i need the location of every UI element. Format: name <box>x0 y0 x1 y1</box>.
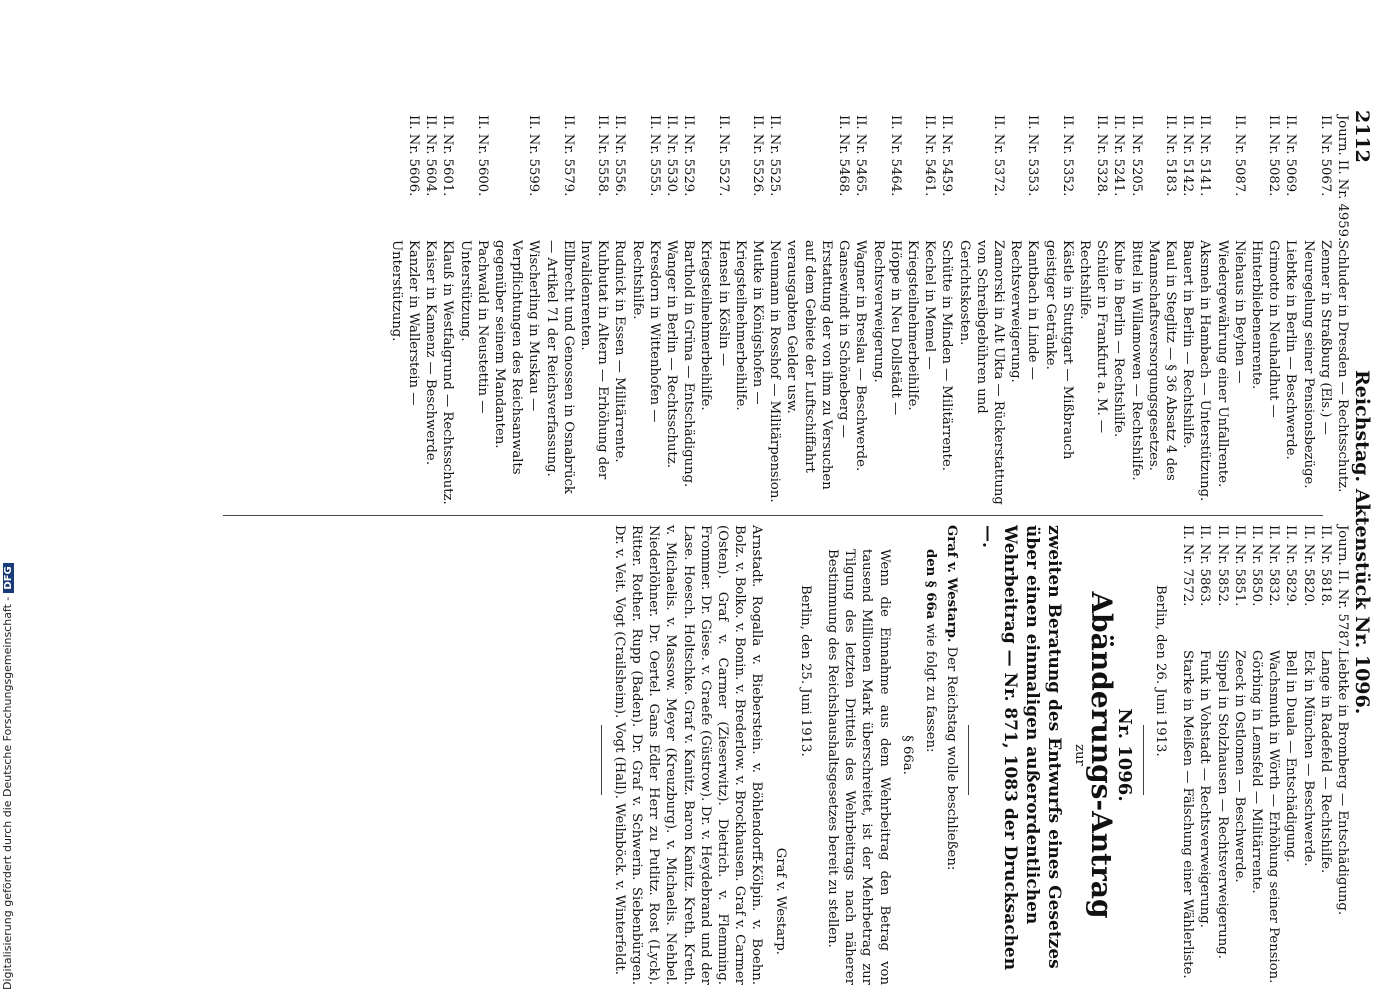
entry-number: II. Nr. 5852. <box>1214 525 1230 607</box>
list-item <box>955 115 1007 505</box>
entry-number: Journ. II. Nr. 5787. <box>1335 525 1350 652</box>
entry-text: Wagner in Breslau — Beschwerde. <box>853 240 869 472</box>
entry-text: Starke in Meißen — Fälschung einer Wählerliste. <box>1180 650 1196 979</box>
motion-target-text: wie folgt zu fassen: <box>922 619 938 753</box>
entry-text: Gansewindt in Schöneberg — Erstattung der von ihm zu Versuchen auf dem Gebiete der Luftschiffahrt verausgabten Gelder usw. <box>784 240 852 490</box>
list-item <box>732 115 766 505</box>
list-item <box>1196 115 1213 505</box>
entry-number: II. Nr. 5820. <box>1300 525 1316 607</box>
entry-number: II. Nr. 5863. <box>1197 525 1213 607</box>
list-item <box>1196 525 1213 985</box>
list-item <box>852 115 869 505</box>
list-item <box>1179 525 1196 985</box>
list-item <box>1334 525 1351 985</box>
entry-number: II. Nr. 5851. <box>1231 525 1247 607</box>
column-divider <box>223 515 1323 516</box>
list-item <box>439 115 456 505</box>
entry-number: II. Nr. 5082. <box>1266 115 1282 197</box>
digitization-note <box>0 0 14 1000</box>
entry-text: Bittel in Willamowen — Rechtshilfe. <box>1128 240 1144 481</box>
entry-number: II. Nr. 5183. <box>1162 115 1178 197</box>
list-item <box>1145 115 1179 505</box>
entry-number: II. Nr. 5527. <box>715 115 731 197</box>
entry-text: Rudnick in Essen — Militärrente. <box>612 240 628 463</box>
list-item <box>1248 525 1265 985</box>
entry-number: II. Nr. 5468. <box>836 115 852 197</box>
entry-number: II. Nr. 5459. <box>939 115 955 197</box>
list-item <box>1213 115 1247 505</box>
digitization-text: Digitalisierung gefördert durch die Deutsche Forschungsgemeinschaft - <box>1 596 14 990</box>
list-item <box>1110 115 1127 505</box>
entry-text: Görbing in Lemsfeld — Militärrente. <box>1248 650 1264 894</box>
entry-number: II. Nr. 5465. <box>853 115 869 197</box>
entry-text: Bauert in Berlin — Rechtshilfe. <box>1180 240 1196 449</box>
entry-text: Kaiser in Kamenz — Beschwerde. <box>423 240 439 465</box>
list-item <box>869 115 903 505</box>
entry-text: Wanger in Berlin — Rechtsschutz. <box>664 240 680 468</box>
entry-text: Eck in München — Beschwerde. <box>1300 650 1316 867</box>
list-item <box>680 115 697 505</box>
entry-number: II. Nr. 5818. <box>1317 525 1333 607</box>
entry-number: II. Nr. 5555. <box>646 115 662 197</box>
list-item <box>1007 115 1041 505</box>
entry-number: II. Nr. 5599. <box>526 115 542 197</box>
list-item <box>1282 525 1299 985</box>
motion-intro <box>943 525 960 985</box>
entry-number: II. Nr. 5067. <box>1317 115 1333 197</box>
entry-text: Zamorski in Alt Ukta — Rückerstattung von Schreibgebühren und Gerichtskosten. <box>956 240 1006 505</box>
date-line-2: Berlin, den 25. Juni 1913. <box>797 585 813 757</box>
entry-text: Ellbrecht und Genossen in Osnabrück — Artikel 71 der Reichsverfassung. <box>543 240 576 494</box>
entry-text: Hensel in Köslin — Kriegsteilnehmerbeihilfe. <box>698 240 731 411</box>
entry-text: Kresdorn in Wittenhofen — Rechtshilfe. <box>629 240 662 423</box>
entry-text: Neumann in Rosshof — Militärpension. <box>767 240 783 503</box>
list-item <box>1231 525 1248 985</box>
entry-text: Barthold in Grüna — Entschädigung. <box>681 240 697 488</box>
entry-text: Höppe in Neu Dollstädt — Rechtsverweigerung. <box>870 240 903 416</box>
entry-number: II. Nr. 5526. <box>750 115 766 197</box>
document-number: Nr. 1096. <box>1113 708 1135 802</box>
entry-text: Kuhbutat in Altern — Erhöhung der Invalidenrenten. <box>578 240 611 480</box>
entry-text: Schüler in Frankfurt a. M. — Rechtshilfe. <box>1076 240 1110 434</box>
header-title: Reichstag. Aktenstück Nr. 1096. <box>1351 370 1373 715</box>
entry-text: Funk in Vohstadt — Rechtsverweigerung. <box>1197 650 1213 928</box>
list-item <box>1179 115 1196 505</box>
entry-number: II. Nr. 5604. <box>423 115 439 197</box>
entry-number: II. Nr. 5606. <box>406 115 422 197</box>
list-item <box>1041 115 1075 505</box>
entry-number: II. Nr. 5558. <box>595 115 611 197</box>
section-heading: § 66a. <box>899 735 915 775</box>
entry-text: Grimotto in Neuhaldhut — Hinterbliebenenrente. <box>1248 240 1282 418</box>
list-item <box>663 115 680 505</box>
date-line: Berlin, den 26. Juni 1913. <box>1152 585 1168 757</box>
entry-number: II. Nr. 5241. <box>1111 115 1127 197</box>
list-item <box>611 115 628 505</box>
list-item <box>1282 115 1299 505</box>
entry-number: II. Nr. 5850. <box>1248 525 1264 607</box>
separator-rule-3 <box>602 725 603 795</box>
entry-text: Kästle in Stuttgart — Mißbrauch geistiger Getränke. <box>1042 240 1075 460</box>
motion-proposer: Graf v. Westarp. <box>944 525 960 643</box>
list-item <box>422 115 439 505</box>
entry-text: Mutke in Königshofen — Kriegsteilnehmerbeihilfe. <box>732 240 766 411</box>
bill-title: zweiten Beratung des Entwurfs eines Gesetzes über einen einmaligen außerordentlichen Wehrbeitrag — Nr. 871, 1083 der Drucksachen —. <box>978 525 1065 971</box>
list-item <box>1213 525 1230 985</box>
entry-text: Wischerling in Muskau — Verpflichtungen des Reichsanwalts gegenüber seinem Mandanten. <box>492 240 542 475</box>
list-item <box>1248 115 1282 505</box>
zur-label: zur <box>1072 744 1088 766</box>
entry-number: II. Nr. 5353. <box>1025 115 1041 197</box>
page-number: 2112 <box>1351 110 1373 163</box>
list-item <box>766 115 783 505</box>
entry-number: II. Nr. 5087. <box>1231 115 1247 197</box>
entry-text: Schütte in Minden — Militärrente. <box>939 240 955 471</box>
list-item <box>456 115 490 505</box>
list-item <box>1334 115 1351 505</box>
entry-number: II. Nr. 5525. <box>767 115 783 197</box>
list-item <box>628 115 662 505</box>
entry-number: II. Nr. 5141. <box>1197 115 1213 197</box>
entry-number: II. Nr. 5600. <box>474 115 490 197</box>
entry-text: Kanzler in Wallerstein — Unterstützung. <box>388 240 422 406</box>
entry-number: II. Nr. 5328. <box>1094 115 1110 197</box>
cosigner-list: Arnstadt. Rogalla v. Bieberstein. v. Böhlendorff-Kölpin. v. Boehn. Bolz. v. Bolko. v. Bonin. v. Brederlow. v. Brockhausen. Graf v. Carmer (Osten). Graf v. Carmer (Zieserwitz). Dietrich. v. Flemming. Frommer. Dr. Giese. v. Graefe (Güstrow). Dr. v. Heydebrand und der Lase. Hoesch. Holtschke. Graf v. Kanitz. Baron Kanitz. Kreth. Kreth. v. Michaelis. v. Massow. Meyer (Kreuzburg). v. Michaelis. Nehbel. Niederlöhner. Dr. Oertel. Gans Edler Herr zu Putlitz. Rost (Lyck). Ritter. Rother. Rupp (Baden). Dr. Graf v. Schwerin. Siebenbürgen. Dr. v. Veit. Vogt (Crailsheim). Vogt (Hall). Weilnböck. v. Winterfeldt. <box>611 525 765 985</box>
list-item <box>697 115 731 505</box>
entry-text: Schluder in Dresden — Rechtsschutz. <box>1335 240 1350 493</box>
entry-number: II. Nr. 5529. <box>681 115 697 197</box>
entry-number: II. Nr. 5461. <box>922 115 938 197</box>
entry-number: II. Nr. 5464. <box>887 115 903 197</box>
section-body: Wenn die Einnahme aus dem Wehrbeitrag den Betrag von tausend Millionen Mark überschreitet, ist der Mehrbetrag zur Tilgung des letzten Drittels des Wehrbeitrags nach näherer Bestimmung des Reichshaushaltsgesetzes bereit zu stellen. <box>824 549 892 985</box>
entry-number: II. Nr. 5352. <box>1059 115 1075 197</box>
entry-number: II. Nr. 5205. <box>1128 115 1144 197</box>
list-item <box>1299 525 1316 985</box>
list-item <box>491 115 543 505</box>
motion-section-ref: den § 66a <box>922 549 938 620</box>
entry-number: II. Nr. 5579. <box>560 115 576 197</box>
entry-text: Aksmeh in Hambach — Unterstützung. <box>1197 240 1213 502</box>
entry-number: II. Nr. 5372. <box>990 115 1006 197</box>
separator-rule-2 <box>968 725 969 795</box>
list-item <box>904 115 938 505</box>
entry-text: Liebtke in Bromberg — Entschädigung. <box>1335 650 1350 916</box>
left-column <box>388 115 1351 505</box>
list-item <box>1299 115 1333 505</box>
list-item <box>1076 115 1110 505</box>
list-item <box>783 115 852 505</box>
entry-number: II. Nr. 5530. <box>664 115 680 197</box>
entry-text: Lange in Radefeld — Rechtshilfe. <box>1317 650 1333 874</box>
list-item <box>1265 525 1282 985</box>
entry-text: Kube in Berlin — Rechtshilfe. <box>1111 240 1127 438</box>
list-item <box>577 115 611 505</box>
separator-rule <box>1143 725 1144 795</box>
entry-text: Pachwald in Neustettin — Unterstützung. <box>457 240 490 414</box>
entry-text: Zenner in Straßburg (Els.) — Neuregelung seiner Pensionsbezüge. <box>1300 240 1333 489</box>
entry-text: Bell in Duala — Entschädigung. <box>1283 650 1299 863</box>
entry-text: Kantbach in Linde — Rechtsverweigerung. <box>1008 240 1041 383</box>
entry-number: II. Nr. 5832. <box>1266 525 1282 607</box>
entry-number: II. Nr. 5556. <box>612 115 628 197</box>
entry-text: Kaul in Steglitz — § 36 Absatz 4 des Mannschaftsversorgungsgesetzes. <box>1145 240 1178 481</box>
entry-text: Sippel in Stolzhausen — Rechtsverweigerung. <box>1214 650 1230 959</box>
entry-text: Klauß in Westfalgrund — Rechtsschutz. <box>440 240 456 505</box>
list-item <box>938 115 955 505</box>
list-item <box>1317 525 1334 985</box>
entry-text: Liebtke in Berlin — Beschwerde. <box>1283 240 1299 460</box>
amendment-title: Abänderungs-Antrag <box>1084 591 1118 919</box>
entry-text: Kechel in Memel — Kriegsteilnehmerbeihilfe. <box>904 240 938 411</box>
entry-number: II. Nr. 5069. <box>1283 115 1299 197</box>
list-item <box>1127 115 1144 505</box>
dfg-logo: DFG <box>3 563 14 592</box>
entry-number: II. Nr. 5829. <box>1283 525 1299 607</box>
entry-number: II. Nr. 7572. <box>1180 525 1196 607</box>
entry-number: Journ. II. Nr. 4959. <box>1335 115 1350 242</box>
list-item <box>542 115 576 505</box>
entry-number: II. Nr. 5601. <box>440 115 456 197</box>
right-entry-list <box>1179 525 1351 985</box>
signatory: Graf v. Westarp. <box>772 847 788 955</box>
motion-target <box>922 525 939 985</box>
entry-text: Wachsmuth in Wörth — Erhöhung seiner Pension. <box>1266 650 1282 984</box>
right-column <box>594 525 1352 985</box>
list-item <box>388 115 422 505</box>
entry-number: II. Nr. 5142. <box>1180 115 1196 197</box>
motion-intro-text: Der Reichstag wolle beschließen: <box>944 642 960 871</box>
entry-text: Niehaus in Beyhen — Wiedergewährung einer Unfallrente. <box>1214 240 1247 488</box>
entry-text: Zeeck in Ostlomen — Beschwerde. <box>1231 650 1247 883</box>
